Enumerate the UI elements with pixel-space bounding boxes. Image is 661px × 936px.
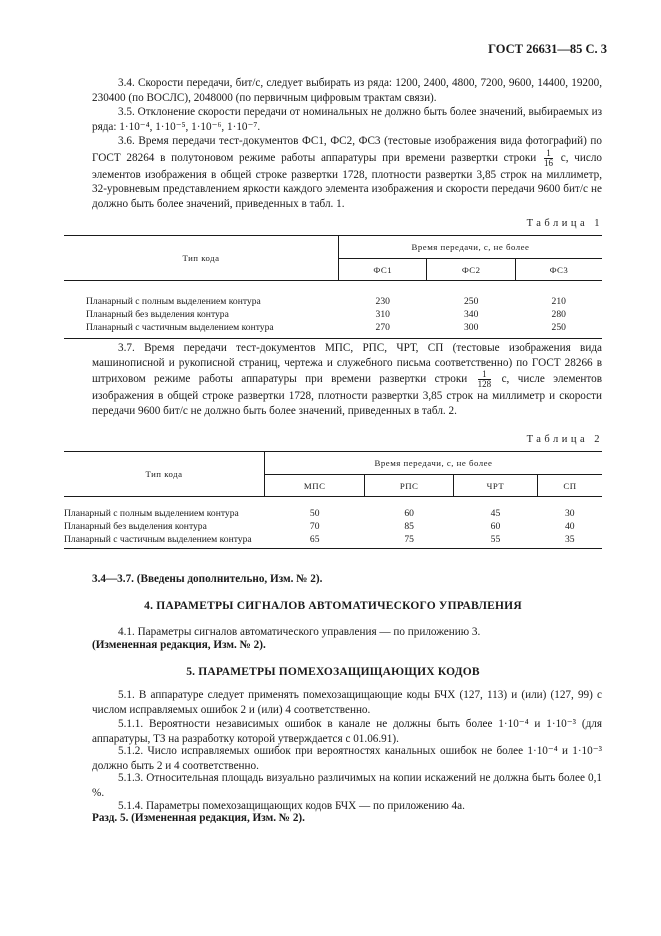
table-1-caption: Таблица 1 <box>526 218 603 229</box>
paragraph-3-6-text-a: 3.6. Время передачи тест-документов ФС1, ФС2, ФС3 (тестовые изображения вида фотографий) по ГОСТ 28264 в полутоновом режиме работы аппаратуры при времени развертки строки <box>92 135 602 164</box>
table-2-caption: Таблица 2 <box>526 434 603 445</box>
fraction-1-16 <box>544 149 553 168</box>
paragraph-5-1-2: 5.1.2. Число исправляемых ошибок при вероятностях канальных ошибок не более 1·10⁻⁴ и 1·10⁻³ должно быть 2 и 4 соответственно. <box>92 745 602 772</box>
table-1-cell: 270 <box>375 322 390 333</box>
fraction-numerator: 1 <box>478 370 492 380</box>
table-1-cell: 300 <box>464 322 479 333</box>
table-2-cell: 70 <box>309 521 320 532</box>
fraction-denominator: 128 <box>477 379 492 390</box>
table-2-row-label: Планарный без выделения контура <box>64 521 207 532</box>
table-row <box>64 507 602 520</box>
page-header: ГОСТ 26631—85 С. 3 <box>488 42 607 56</box>
fraction-1-128 <box>478 370 492 389</box>
paragraph-3-7 <box>92 341 602 419</box>
table-2-cell: 45 <box>490 508 501 519</box>
table-2-row-label: Планарный с полным выделением контура <box>64 508 239 519</box>
paragraph-5-1-4: 5.1.4. Параметры помехозащищающих кодов БЧХ — по приложению 4а. <box>118 800 465 812</box>
table-2-cell: 65 <box>309 534 320 545</box>
paragraph-5-1: 5.1. В аппаратуре следует применять помехозащищающие коды БЧХ (127, 113) и (или) (127, 99) с числом исправляемых ошибок 2 и (или) 4 соответственно. <box>92 689 602 716</box>
table-1-cell: 250 <box>551 322 566 333</box>
table-2-col-sp: СП <box>538 475 602 497</box>
table-row <box>64 533 602 546</box>
paragraph-5-1-3: 5.1.3. Относительная площадь визуально различимых на копии искажений не должна быть более 0,1 %. <box>92 772 602 799</box>
table-2-cell: 75 <box>404 534 414 545</box>
paragraph-3-6 <box>92 134 602 212</box>
table-2-col-rps: РПС <box>365 475 453 497</box>
table-2-cell: 85 <box>404 521 414 532</box>
table-row <box>64 321 602 334</box>
table-2 <box>64 451 602 549</box>
table-1-cell: 210 <box>551 296 566 307</box>
section-4-title: 4. ПАРАМЕТРЫ СИГНАЛОВ АВТОМАТИЧЕСКОГО УПРАВЛЕНИЯ <box>144 600 522 612</box>
paragraph-4-1: 4.1. Параметры сигналов автоматического управления — по приложению 3. <box>118 626 481 638</box>
table-2-row-label: Планарный с частичным выделением контура <box>64 534 252 545</box>
paragraph-3-6-text-b: с, число элементов изображения в общей строке развертки 1728, плотности развертки 3,85 строк на миллиметр, 32-уровневым представлением яркости каждого элемента изображения и скорости передачи 9600 бит/с не должно быть более значений, приведенных в табл. 1. <box>92 151 602 211</box>
section-5-title: 5. ПАРАМЕТРЫ ПОМЕХОЗАЩИЩАЮЩИХ КОДОВ <box>186 666 480 678</box>
table-row <box>64 520 602 533</box>
table-2-cell: 30 <box>564 508 575 519</box>
table-1-col-fs2: ФС2 <box>427 259 515 281</box>
fraction-denominator: 16 <box>544 157 554 168</box>
table-1-row-label: Планарный без выделения контура <box>86 309 229 320</box>
table-1-row-label: Планарный с полным выделением контура <box>86 296 261 307</box>
table-1-row-label: Планарный с частичным выделением контура <box>86 322 274 333</box>
table-1-col-type: Тип кода <box>64 236 339 281</box>
table-2-cell: 50 <box>309 508 320 519</box>
table-2-col-group: Время передачи, с, не более <box>265 452 603 475</box>
paragraph-3-7-text-a: 3.7. Время передачи тест-документов МПС, РПС, ЧРТ, СП (тестовые изображения вида машинописной и рукописной страниц, чертежа и служебного письма соответственно) по ГОСТ 28266 в штриховом режиме работы аппаратуры при времени развертки строки <box>92 342 602 386</box>
table-2-cell: 40 <box>564 521 575 532</box>
table-1-cell: 250 <box>464 296 479 307</box>
table-1-cell: 230 <box>375 296 390 307</box>
table-1-col-fs1: ФС1 <box>339 259 427 281</box>
table-2-cell: 60 <box>404 508 414 519</box>
table-row <box>64 295 602 308</box>
table-2-cell: 55 <box>490 534 501 545</box>
table-2-col-mps: МПС <box>265 475 365 497</box>
paragraph-3-4: 3.4. Скорости передачи, бит/с, следует выбирать из ряда: 1200, 2400, 4800, 7200, 9600, 14400, 19200, 230400 (по ВОСЛС), 2048000 (по первичным цифровым трактам связи). <box>92 77 602 104</box>
paragraph-5-1-1: 5.1.1. Вероятности независимых ошибок в канале не должны быть более 1·10⁻⁴ и 1·10⁻³ (для аппаратуры, ТЗ на разработку которой утверждается с 01.06.91). <box>92 718 602 745</box>
table-1-cell: 310 <box>375 309 390 320</box>
paragraph-3-7-text-b: с, числе элементов изображения в общей строке развертки 1728, плотности развертки 3,85 строк на миллиметр и скорости передачи 9600 бит/с не должно быть более значений, приведенных в табл. 2. <box>92 373 603 418</box>
note-4-1: (Измененная редакция, Изм. № 2). <box>92 639 266 651</box>
paragraph-3-5: 3.5. Отклонение скорости передачи от номинальных не должно быть более значений, выбираемых из ряда: 1·10⁻⁴, 1·10⁻⁵, 1·10⁻⁶, 1·10⁻⁷. <box>92 106 602 133</box>
table-1-col-fs3: ФС3 <box>515 259 602 281</box>
table-2-cell: 60 <box>490 521 501 532</box>
table-row <box>64 308 602 321</box>
table-1-cell: 280 <box>551 309 566 320</box>
table-1-cell: 340 <box>464 309 479 320</box>
table-2-col-chrt: ЧРТ <box>453 475 537 497</box>
note-section-5: Разд. 5. (Измененная редакция, Изм. № 2). <box>92 812 305 824</box>
table-1-col-group: Время передачи, с, не более <box>339 236 603 259</box>
fraction-numerator: 1 <box>544 149 553 159</box>
table-2-cell: 35 <box>564 534 575 545</box>
table-1 <box>64 235 602 339</box>
table-2-col-type: Тип кода <box>64 452 265 497</box>
note-3-4-3-7: 3.4—3.7. (Введены дополнительно, Изм. № 2). <box>92 573 323 585</box>
